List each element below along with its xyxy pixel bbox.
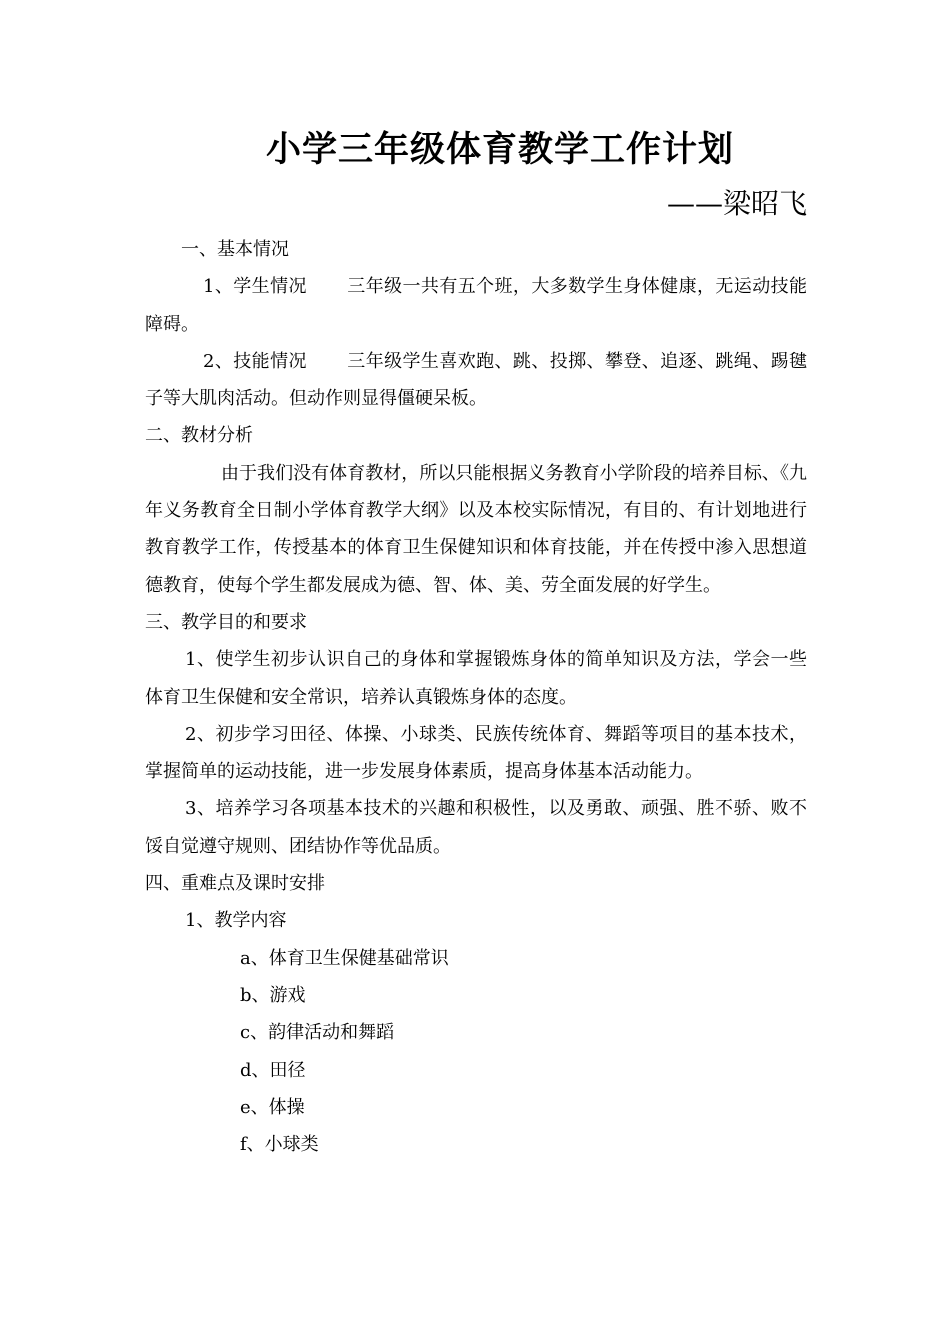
list-item: f、小球类 [240,1134,319,1156]
section-heading-1: 一、基本情况 [181,239,289,260]
skill-situation-paragraph [145,343,807,418]
list-item: e、体操 [240,1096,305,1118]
goal-paragraph: 1、使学生初步认识自己的身体和掌握锻炼身体的简单知识及方法，学会一些体育卫生保健和安全常识，培养认真锻炼身体的态度。 [145,649,807,708]
section-heading-3: 三、教学目的和要求 [145,611,307,633]
student-situation-paragraph [145,268,807,343]
author-line: ——梁昭飞 [666,187,807,220]
skill-situation-text: 三年级学生喜欢跑、跳、投掷、攀登、追逐、跳绳、踢毽子等大肌肉活动。但动作则显得僵硬呆板。 [145,350,808,410]
section-heading-2: 二、教材分析 [145,425,253,447]
skill-situation-label: 2、技能情况 [203,350,307,372]
document-body [145,231,807,1163]
materials-analysis-paragraph: 由于我们没有体育教材，所以只能根据义务教育小学阶段的培养目标、《九年义务教育全日制小学体育教学大纲》以及本校实际情况，有目的、有计划地进行教育教学工作，传授基本的体育卫生保健知识和体育技能，并在传授中渗入思想道德教育，使每个学生都发展成为德、智、体、美、劳全面发展的好学生。 [145,462,807,596]
goal-paragraph: 3、培养学习各项基本技术的兴趣和积极性，以及勇敢、顽强、胜不骄、败不馁自觉遵守规则、团结协作等优品质。 [145,798,807,857]
list-item: a、体育卫生保健基础常识 [240,947,449,969]
teaching-content-subheading: 1、教学内容 [185,910,287,932]
list-item: b、游戏 [240,984,306,1006]
student-situation-text: 三年级一共有五个班，大多数学生身体健康，无运动技能障碍。 [145,276,808,335]
goal-paragraph: 2、初步学习田径、体操、小球类、民族传统体育、舞蹈等项目的基本技术，掌握简单的运动技能，进一步发展身体素质，提高身体基本活动能力。 [145,723,807,783]
section-heading-4: 四、重难点及课时安排 [145,873,325,895]
student-situation-label: 1、学生情况 [203,276,307,298]
list-item: d、田径 [240,1059,306,1081]
document-title: 小学三年级体育教学工作计划 [265,129,734,170]
list-item: c、韵律活动和舞蹈 [240,1022,395,1044]
